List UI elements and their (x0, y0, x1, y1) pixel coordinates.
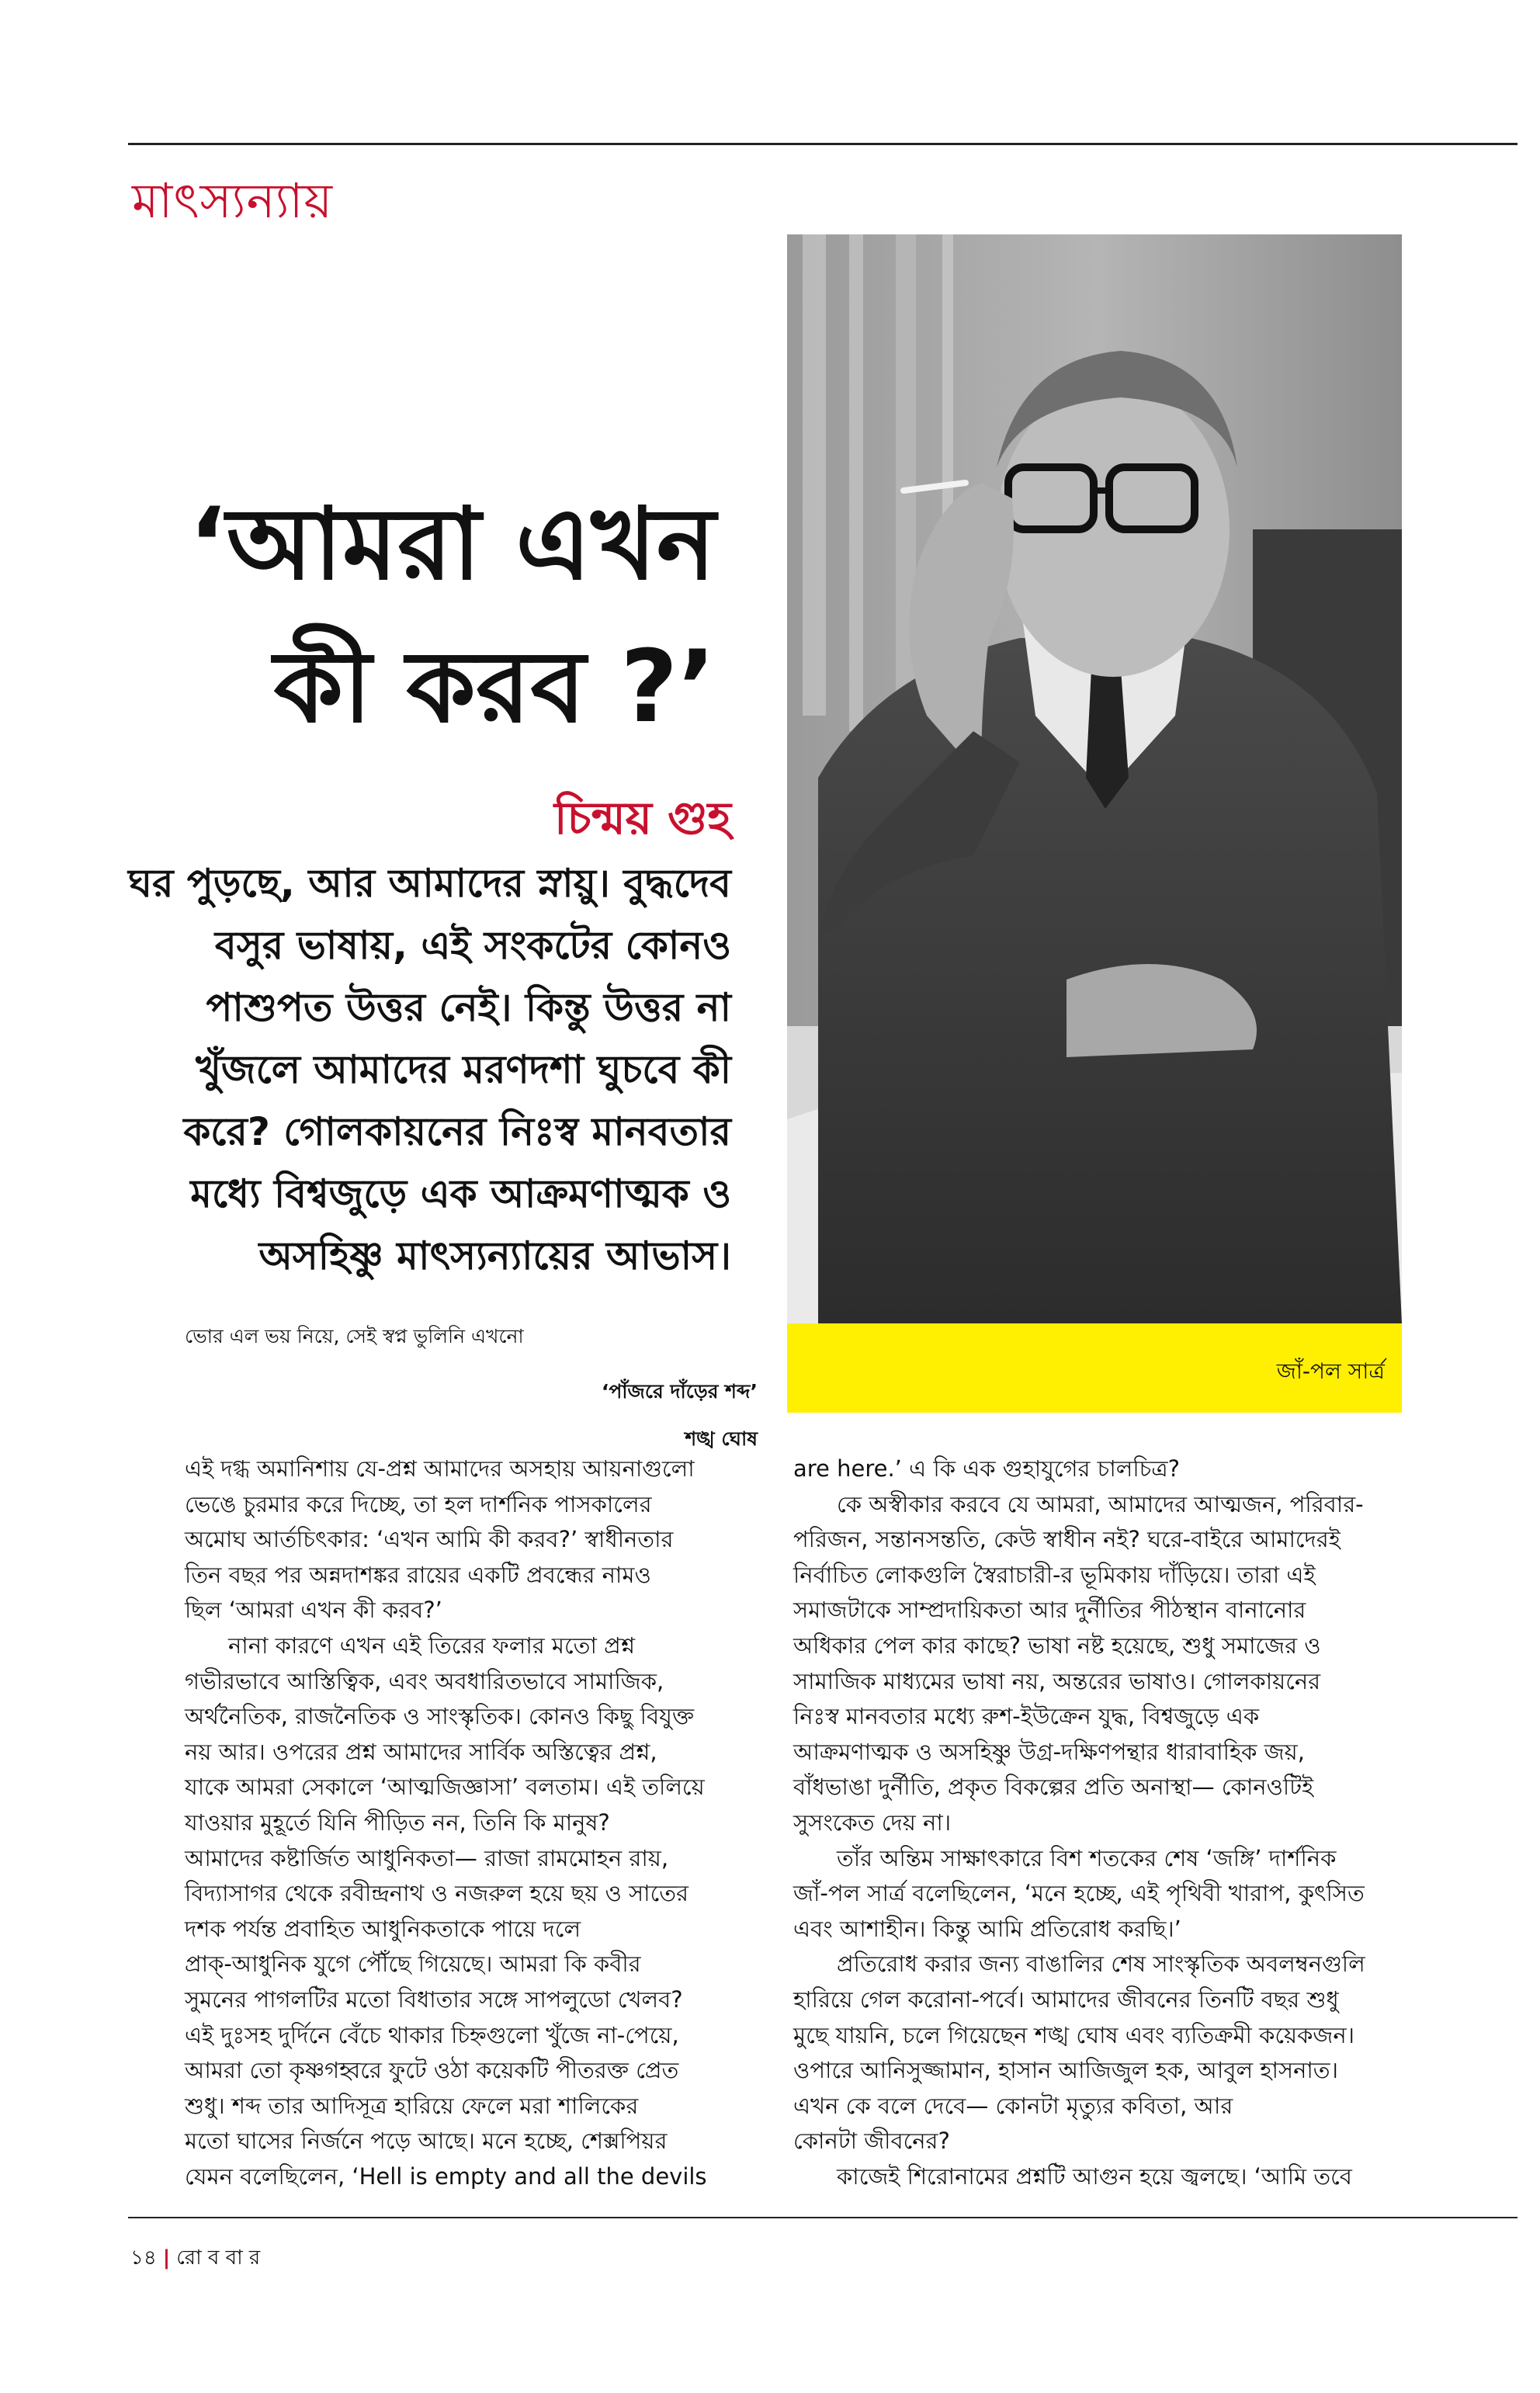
body-line: হারিয়ে গেল করোনা-পর্বে। আমাদের জীবনের তিনটি বছর শুধু (793, 1985, 1339, 2013)
top-rule (128, 143, 1517, 145)
body-line: এই দুঃসহ দুর্দিনে বেঁচে থাকার চিহ্নগুলো খুঁজে না-পেয়ে, (185, 2021, 679, 2048)
body-line: কে অস্বীকার করবে যে আমরা, আমাদের আত্মজন, পরিবার- (837, 1490, 1364, 1517)
body-line: জাঁ-পল সার্ত্র বলেছিলেন, ‘মনে হচ্ছে, এই পৃথিবী খারাপ, কুৎসিত (793, 1880, 1365, 1907)
epigraph (185, 1321, 775, 1457)
body-line: গভীরভাবে আস্তিত্বিক, এবং অবধারিতভাবে সামাজিক, (185, 1667, 664, 1694)
photo-caption: জাঁ-পল সার্ত্র (1276, 1358, 1385, 1384)
body-line: সামাজিক মাধ্যমের ভাষা নয়, অন্তরের ভাষাও। গোলকায়নের (793, 1667, 1321, 1694)
intro-line: পাশুপত উত্তর নেই। কিন্তু উত্তর না (206, 985, 731, 1030)
body-line: ছিল ‘আমরা এখন কী করব?’ (185, 1597, 442, 1624)
body-line: কাজেই শিরোনামের প্রশ্নটি আগুন হয়ে জ্বলছে। ‘আমি তবে (837, 2162, 1352, 2190)
body-line: সমাজটাকে সাম্প্রদায়িকতা আর দুর্নীতির পীঠস্থান বানানোর (793, 1597, 1306, 1624)
intro-line: খুঁজলে আমাদের মরণদশা ঘুচবে কী (196, 1047, 731, 1092)
body-line: নিঃস্ব মানবতার মধ্যে রুশ-ইউক্রেন যুদ্ধ, বিশ্বজুড়ে এক (793, 1703, 1260, 1730)
footer-separator: | (162, 2246, 171, 2270)
body-line: নানা কারণে এখন এই তিরের ফলার মতো প্রশ্ন (228, 1632, 635, 1659)
intro-line: বসুর ভাষায়, এই সংকটের কোনও (214, 923, 731, 968)
body-line: দশক পর্যন্ত প্রবাহিত আধুনিকতাকে পায়ে দলে (185, 1915, 581, 1942)
section-title: মাৎস্যন্যায় (132, 172, 333, 229)
photo-caption-band (787, 1323, 1402, 1413)
magazine-name: রো ব বা র (176, 2246, 261, 2270)
body-line: সুমনের পাগলটির মতো বিধাতার সঙ্গে সাপলুডো খেলব? (185, 1985, 683, 2013)
body-line: যাকে আমরা সেকালে ‘আত্মজিজ্ঞাসা’ বলতাম। এই তলিয়ে (185, 1774, 705, 1801)
body-line: অমোঘ আর্তচিৎকার: ‘এখন আমি কী করব?’ স্বাধীনতার (185, 1526, 674, 1553)
body-line: সুসংকেত দেয় না। (793, 1809, 952, 1836)
body-line: মতো ঘাসের নির্জনে পড়ে আছে। মনে হচ্ছে, শেক্সপিয়র (185, 2128, 668, 2155)
epigraph-quote: ভোর এল ভয় নিয়ে, সেই স্বপ্ন ভুলিনি এখনো (185, 1325, 524, 1347)
portrait-image (787, 234, 1402, 1323)
body-line: আক্রমণাত্মক ও অসহিষ্ণু উগ্র-দক্ষিণপন্থার ধারাবাহিক জয়, (793, 1738, 1305, 1765)
body-line: কোনটা জীবনের? (793, 2128, 950, 2155)
intro-line: অসহিষ্ণু মাৎস্যন্যায়ের আভাস। (258, 1233, 731, 1278)
body-line: নির্বাচিত লোকগুলি স্বৈরাচারী-র ভূমিকায় দাঁড়িয়ে। তারা এই (793, 1561, 1316, 1588)
headline-line-1: ‘আমরা এখন (189, 487, 716, 602)
body-column-left (185, 1451, 782, 2194)
body-column-right (793, 1451, 1391, 2194)
body-line: বাঁধভাঙা দুর্নীতি, প্রকৃত বিকল্পের প্রতি অনাস্থা— কোনওটিই (793, 1774, 1314, 1801)
body-line: প্রতিরোধ করার জন্য বাঙালির শেষ সাংস্কৃতিক অবলম্বনগুলি (837, 1951, 1365, 1978)
intro-line: ঘর পুড়ছে, আর আমাদের স্নায়ু। বুদ্ধদেব (128, 861, 731, 906)
body-line: অধিকার পেল কার কাছে? ভাষা নষ্ট হয়েছে, শুধু সমাজের ও (793, 1632, 1321, 1659)
body-line: নয় আর। ওপরের প্রশ্ন আমাদের সার্বিক অস্তিত্বের প্রশ্ন, (185, 1738, 657, 1765)
page-footer (130, 2242, 260, 2276)
author-name: চিন্ময় গুহ (553, 792, 731, 844)
body-line: প্রাক্-আধুনিক যুগে পৌঁছে গিয়েছে। আমরা কি কবীর (185, 1951, 641, 1978)
intro-line: করে? গোলকায়নের নিঃস্ব মানবতার (183, 1109, 731, 1154)
body-line: শুধু। শব্দ তার আদিসূত্র হারিয়ে ফেলে মরা শালিকের (185, 2092, 639, 2119)
body-line: বিদ্যাসাগর থেকে রবীন্দ্রনাথ ও নজরুল হয়ে ছয় ও সাতের (185, 1880, 688, 1907)
body-line: ভেঙে চুরমার করে দিচ্ছে, তা হল দার্শনিক পাসকালের (185, 1490, 652, 1517)
body-line: ওপারে আনিসুজ্জামান, হাসান আজিজুল হক, আবুল হাসনাত। (793, 2057, 1338, 2084)
epigraph-poet: শঙ্খ ঘোষ (685, 1427, 758, 1450)
intro-line: মধ্যে বিশ্বজুড়ে এক আক্রমণাত্মক ও (190, 1171, 731, 1216)
body-line: যেমন বলেছিলেন, ‘Hell is empty and all the devils (185, 2162, 707, 2190)
body-line: মুছে যায়নি, চলে গিয়েছেন শঙ্খ ঘোষ এবং ব্যতিক্রমী কয়েকজন। (793, 2021, 1355, 2048)
bottom-rule (128, 2217, 1517, 2218)
body-line: আমরা তো কৃষ্ণগহ্বরে ফুটে ওঠা কয়েকটি পীতরক্ত প্রেত (185, 2057, 679, 2084)
body-line: এবং আশাহীন। কিন্তু আমি প্রতিরোধ করছি।’ (793, 1915, 1181, 1942)
headline (110, 473, 716, 759)
body-line: এই দগ্ধ অমানিশায় যে-প্রশ্ন আমাদের অসহায় আয়নাগুলো (185, 1455, 695, 1482)
body-line: যাওয়ার মুহূর্তে যিনি পীড়িত নন, তিনি কি মানুষ? (185, 1809, 610, 1836)
body-line: এখন কে বলে দেবে— কোনটা মৃত্যুর কবিতা, আর (793, 2092, 1233, 2119)
body-line: তাঁর অন্তিম সাক্ষাৎকারে বিশ শতকের শেষ ‘জঙ্গি’ দার্শনিক (837, 1844, 1337, 1871)
headline-line-2: কী করব ?’ (273, 629, 716, 745)
body-line: আমাদের কষ্টার্জিত আধুনিকতা— রাজা রামমোহন রায়, (185, 1844, 669, 1871)
epigraph-source: ‘পাঁজরে দাঁড়ের শব্দ’ (601, 1380, 758, 1403)
intro-blurb (95, 852, 731, 1287)
body-line: are here.’ এ কি এক গুহাযুগের চালচিত্র? (793, 1455, 1180, 1482)
body-line: অর্থনৈতিক, রাজনৈতিক ও সাংস্কৃতিক। কোনও কিছু বিযুক্ত (185, 1703, 694, 1730)
page-number: ১৪ (130, 2246, 157, 2270)
photo-sartre (787, 234, 1402, 1323)
body-line: পরিজন, সন্তানসন্ততি, কেউ স্বাধীন নই? ঘরে-বাইরে আমাদেরই (793, 1526, 1341, 1553)
body-line: তিন বছর পর অন্নদাশঙ্কর রায়ের একটি প্রবন্ধের নামও (185, 1561, 651, 1588)
